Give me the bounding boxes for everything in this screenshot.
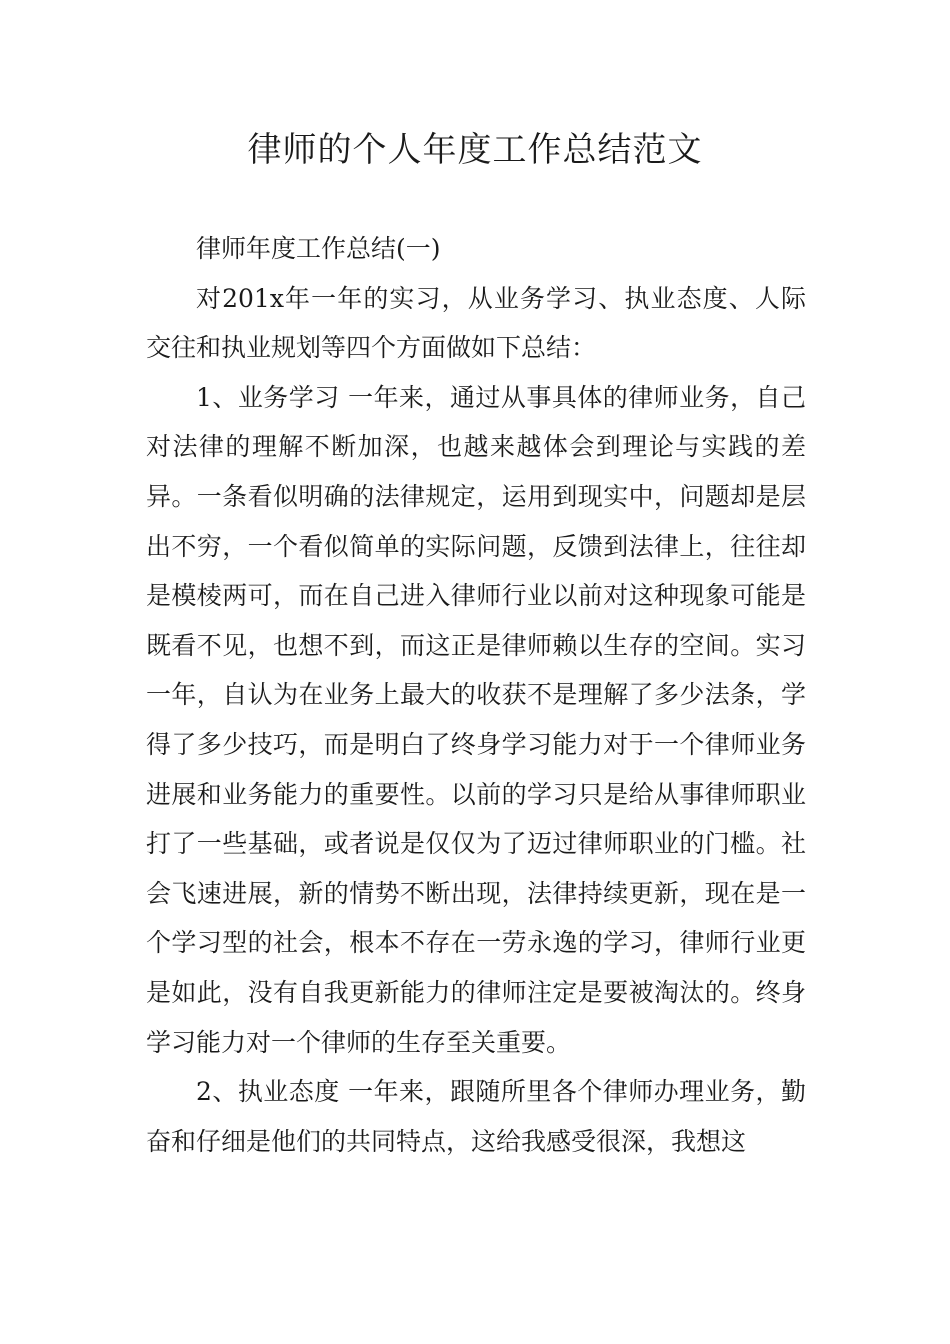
document-body bbox=[146, 224, 806, 1166]
section-heading: 律师年度工作总结(一) bbox=[196, 234, 441, 263]
business-study-paragraph: 1、业务学习 一年来，通过从事具体的律师业务，自己对法律的理解不断加深，也越来越体会到理论与实践的差异。一条看似明确的法律规定，运用到现实中，问题却是层出不穷，一个看似简单的实际问题，反馈到法律上，往往却是模棱两可，而在自己进入律师行业以前对这种现象可能是既看不见，也想不到，而这正是律师赖以生存的空间。实习一年，自认为在业务上最大的收获不是理解了多少法条，学得了多少技巧，而是明白了终身学习能力对于一个律师业务进展和业务能力的重要性。以前的学习只是给从事律师职业打了一些基础，或者说是仅仅为了迈过律师职业的门槛。社会飞速进展，新的情势不断出现，法律持续更新，现在是一个学习型的社会，根本不存在一劳永逸的学习，律师行业更是如此，没有自我更新能力的律师注定是要被淘汰的。终身学习能力对一个律师的生存至关重要。 bbox=[146, 382, 806, 1057]
work-attitude-paragraph: 2、执业态度 一年来，跟随所里各个律师办理业务，勤奋和仔细是他们的共同特点，这给我感受很深，我想这 bbox=[146, 1077, 806, 1156]
document-title: 律师的个人年度工作总结范文 bbox=[247, 130, 703, 170]
intro-paragraph: 对201x年一年的实习，从业务学习、执业态度、人际交往和执业规划等四个方面做如下总结： bbox=[146, 283, 806, 363]
